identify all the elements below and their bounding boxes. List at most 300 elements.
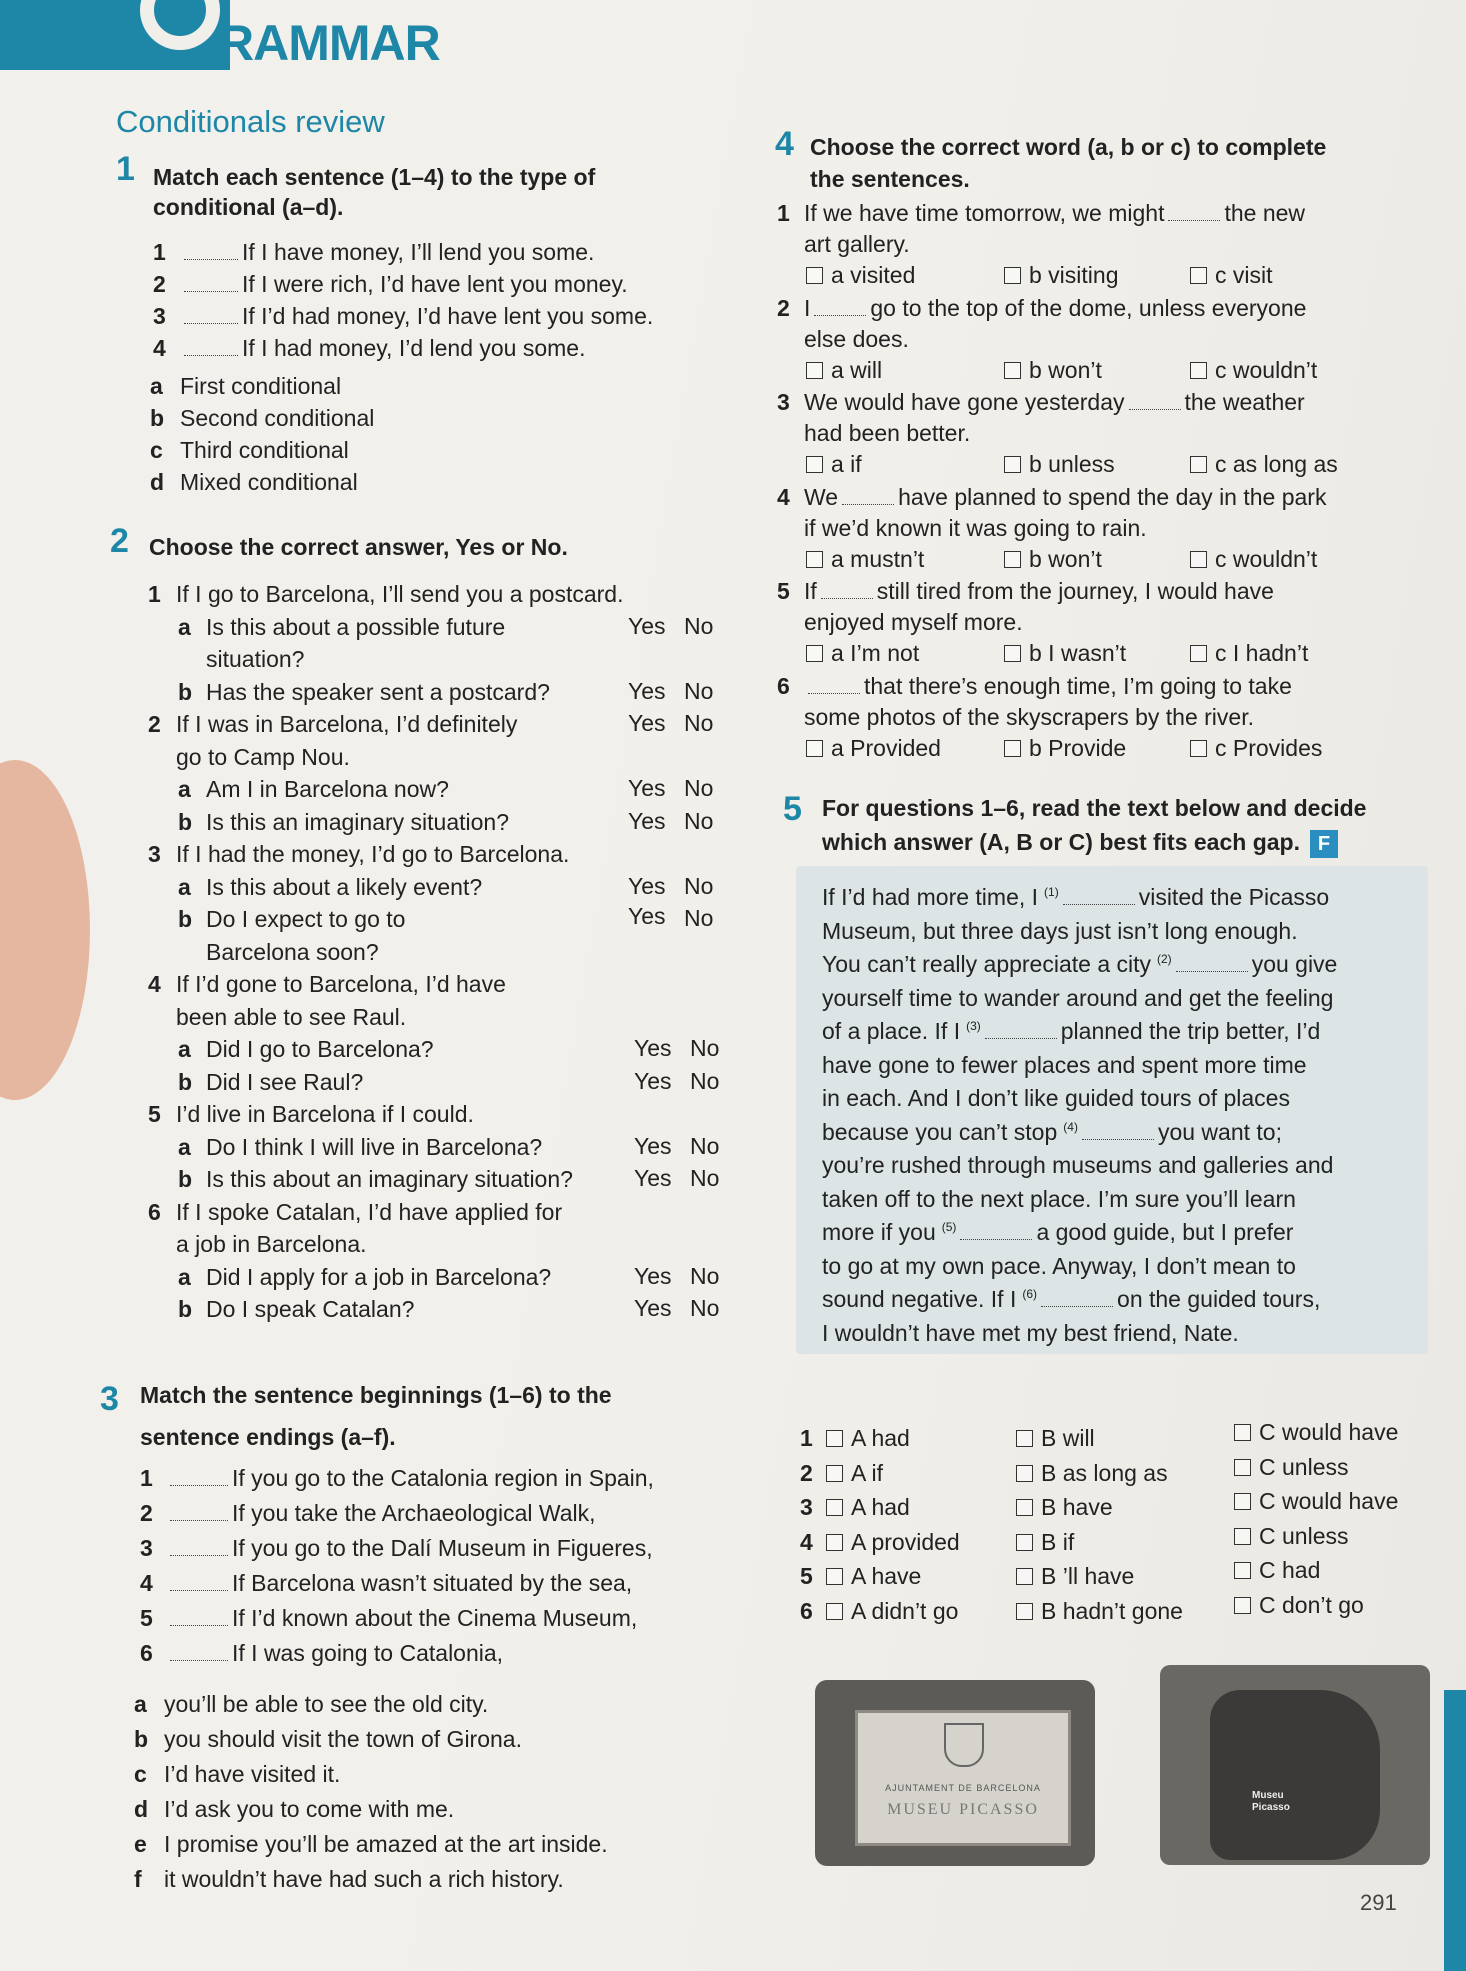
q5-option-text: A had [851, 1425, 910, 1451]
q2-line-text: Is this about a likely event? [206, 873, 483, 900]
q3-item [166, 1497, 596, 1529]
q5-text-pre: taken off to the next place. I’m sure you’ll learn [822, 1185, 1296, 1212]
q2-line-number: 4 [148, 971, 161, 997]
q2-line-number: b [178, 808, 193, 835]
q2-number: 2 [110, 522, 129, 560]
q2-line-text: Am I in Barcelona now? [206, 776, 449, 802]
yes-option: Yes [628, 872, 666, 899]
q5-option [826, 1560, 921, 1592]
q4-item [804, 386, 1305, 418]
q1-item-text: If I’d had money, I’d have lent you some. [242, 303, 654, 329]
checkbox-icon [1004, 267, 1021, 284]
q4-option-text: b Provide [1029, 734, 1127, 761]
q1-heading-2: conditional (a–d). [153, 194, 344, 220]
q3-item-number: 2 [140, 1500, 153, 1526]
q2-line-number: 6 [148, 1198, 161, 1225]
q5-text-pre: You can’t really appreciate a city [822, 951, 1152, 977]
q4-option [806, 543, 924, 575]
q4-option-text: a Provided [831, 734, 941, 761]
checkbox-icon [1190, 740, 1207, 757]
q2-line-text: been able to see Raul. [176, 1003, 407, 1030]
no-option: No [690, 1067, 720, 1094]
yes-option: Yes [634, 1165, 672, 1191]
q5-text-pre: have gone to fewer places and spent more time [822, 1051, 1307, 1078]
q2-line-text: If I’d gone to Barcelona, I’d have [176, 971, 506, 997]
yes-option: Yes [634, 1067, 672, 1094]
checkbox-icon [1004, 362, 1021, 379]
q2-line-number: a [178, 1036, 191, 1062]
q5-option-text: A provided [851, 1528, 960, 1555]
q4-item [804, 670, 1292, 702]
q2-line-text: Barcelona soon? [206, 938, 379, 965]
q2-line-number: a [178, 776, 191, 802]
q5-option-text: C had [1259, 1557, 1321, 1583]
checkbox-icon [806, 362, 823, 379]
q4-item-number: 3 [777, 389, 790, 415]
q5-gap-number: (4) [1063, 1119, 1078, 1134]
q5-text-pre: in each. And I don’t like guided tours of places [822, 1085, 1290, 1111]
checkbox-icon [826, 1568, 843, 1585]
q3-ending-letter: c [134, 1761, 147, 1787]
yes-option: Yes [628, 775, 666, 801]
q5-option-text: C would have [1259, 1419, 1399, 1445]
yes-option: Yes [634, 1035, 672, 1061]
q5-text-line [822, 1085, 1290, 1112]
q1-option-letter: b [150, 405, 165, 431]
answer-blank [170, 1624, 228, 1626]
q2-line-number: 3 [148, 841, 161, 867]
q3-item [166, 1637, 503, 1669]
no-option: No [684, 905, 714, 931]
yes-option: Yes [628, 807, 666, 834]
checkbox-icon [1004, 456, 1021, 473]
checkbox-icon [826, 1499, 843, 1516]
answer-blank [170, 1484, 228, 1486]
q2-line-number: 1 [148, 581, 161, 607]
q5-option [1016, 1491, 1113, 1523]
q4-option [806, 732, 941, 764]
q4-option-text: c wouldn’t [1215, 356, 1318, 383]
q4-item-pre: I [804, 294, 811, 321]
q5-answer-number: 5 [800, 1563, 813, 1589]
q4-item-post: have planned to spend the day in the park [898, 483, 1327, 510]
plaque-line-2: MUSEU PICASSO [887, 1801, 1039, 1818]
sign-b [1210, 1690, 1380, 1860]
checkbox-icon [826, 1603, 843, 1620]
q1-item-number: 3 [153, 303, 166, 329]
q4-option [1190, 259, 1273, 291]
q5-text-line [822, 884, 1329, 911]
q3-ending-letter: a [134, 1691, 147, 1717]
q3-ending-letter: b [134, 1726, 149, 1752]
q4-item-pre: We would have gone yesterday [804, 389, 1125, 415]
q2-line-text: situation? [206, 646, 305, 672]
plaque-line-1: AJUNTAMENT DE BARCELONA [885, 1783, 1041, 1793]
q5-option-text: B hadn’t gone [1041, 1597, 1183, 1624]
no-option: No [684, 807, 714, 834]
q5-text-pre: because you can’t stop [822, 1118, 1058, 1145]
checkbox-icon [806, 551, 823, 568]
q2-line-number: a [178, 613, 191, 640]
q3-item-text: If I was going to Catalonia, [232, 1640, 504, 1666]
q5-answer-number: 6 [800, 1597, 813, 1624]
q4-item-pre: If [804, 578, 817, 604]
q4-item-cont: had been better. [804, 420, 971, 446]
q4-option-text: b I wasn’t [1029, 640, 1127, 666]
q4-option [806, 259, 915, 291]
q5-option-text: C don’t go [1259, 1591, 1364, 1618]
q5-option [826, 1526, 960, 1558]
no-option: No [690, 1035, 720, 1061]
q5-text-line [822, 951, 1337, 978]
q5-text-pre: you’re rushed through museums and galleries and [822, 1152, 1334, 1178]
sign-line-2: Picasso [1252, 1802, 1290, 1813]
q4-option [806, 637, 919, 669]
q5-text-line [822, 1018, 1320, 1045]
q4-option-text: a if [831, 451, 862, 477]
q2-line-number: a [178, 873, 191, 900]
q5-text-line [822, 1286, 1320, 1313]
q5-option-text: A had [851, 1494, 910, 1520]
q5-text-post: on the guided tours, [1117, 1286, 1321, 1312]
checkbox-icon [1016, 1603, 1033, 1620]
checkbox-icon [826, 1534, 843, 1551]
yes-option: Yes [628, 903, 666, 929]
q5-text-pre: Museum, but three days just isn’t long enough. [822, 917, 1298, 944]
q4-option-text: c visit [1215, 262, 1273, 288]
q3-item [166, 1532, 653, 1564]
q3-item-number: 6 [140, 1640, 153, 1666]
q1-number: 1 [116, 150, 135, 188]
q1-item-number: 2 [153, 271, 166, 297]
q4-item-cont: enjoyed myself more. [804, 609, 1023, 635]
q4-number: 4 [775, 125, 794, 163]
checkbox-icon [1004, 645, 1021, 662]
q2-line-number: a [178, 1133, 191, 1160]
checkbox-icon [1004, 740, 1021, 757]
q5-answer-number: 2 [800, 1459, 813, 1486]
q2-line-text: Is this an imaginary situation? [206, 808, 509, 835]
q4-option [1190, 732, 1322, 764]
q3-item-text: If you go to the Catalonia region in Spain, [232, 1465, 654, 1491]
q1-option-letter: d [150, 469, 165, 495]
q4-item-number: 2 [777, 294, 790, 321]
q5-text-line [822, 1119, 1282, 1146]
q4-option-text: a I’m not [831, 640, 920, 666]
q1-item-text: If I had money, I’d lend you some. [242, 335, 586, 361]
q3-item-number: 1 [140, 1465, 153, 1491]
q4-item-number: 1 [777, 200, 790, 226]
yes-option: Yes [634, 1262, 672, 1289]
no-option: No [684, 872, 714, 899]
q4-option-text: a visited [831, 262, 916, 288]
q4-item-post: the weather [1184, 389, 1305, 415]
q3-ending-letter: f [134, 1866, 142, 1892]
checkbox-icon [1234, 1493, 1251, 1510]
q5-text-pre: yourself time to wander around and get the feeling [822, 984, 1334, 1011]
q5-text-pre: to go at my own pace. Anyway, I don’t mean to [822, 1252, 1296, 1279]
q2-line-text: If I was in Barcelona, I’d definitely [176, 711, 518, 737]
q4-item [804, 481, 1326, 513]
q2-line-text: If I go to Barcelona, I’ll send you a postcard. [176, 581, 624, 607]
checkbox-icon [1234, 1562, 1251, 1579]
no-option: No [690, 1295, 720, 1321]
edge-strip [1444, 1690, 1466, 1971]
q1-item [180, 300, 653, 332]
q4-item-number: 5 [777, 578, 790, 604]
checkbox-icon [826, 1465, 843, 1482]
q4-option-text: b won’t [1029, 356, 1102, 383]
q4-item-post: that there’s enough time, I’m going to take [864, 672, 1292, 699]
q4-item-post: the new [1224, 200, 1306, 226]
checkbox-icon [1190, 551, 1207, 568]
q4-item-number: 6 [777, 672, 790, 699]
checkbox-icon [1234, 1424, 1251, 1441]
q5-heading-1: For questions 1–6, read the text below and decide [822, 795, 1367, 821]
q3-ending: you should visit the town of Girona. [164, 1726, 522, 1752]
answer-blank [184, 354, 238, 356]
q5-option-text: B ’ll have [1041, 1563, 1135, 1589]
answer-blank [808, 692, 860, 694]
q5-option-text: B as long as [1041, 1459, 1168, 1486]
checkbox-icon [1190, 456, 1207, 473]
yes-option: Yes [634, 1132, 672, 1159]
checkbox-icon [1016, 1430, 1033, 1447]
q5-text-line [822, 1052, 1307, 1079]
checkbox-icon [806, 267, 823, 284]
plaque [855, 1710, 1071, 1846]
yes-option: Yes [628, 612, 666, 639]
q4-option [1004, 354, 1102, 386]
q2-line-number: b [178, 678, 193, 705]
no-option: No [690, 1132, 720, 1159]
q1-option: Third conditional [180, 437, 349, 463]
checkbox-icon [1190, 362, 1207, 379]
q3-ending-letter: e [134, 1831, 147, 1857]
q5-option [1234, 1554, 1320, 1586]
q5-option-text: C unless [1259, 1522, 1349, 1549]
q5-text-line [822, 1152, 1333, 1179]
q2-line-text: Do I think I will live in Barcelona? [206, 1133, 543, 1160]
q1-item-text: If I were rich, I’d have lent you money. [242, 271, 628, 297]
checkbox-icon [806, 645, 823, 662]
q3-heading-1: Match the sentence beginnings (1–6) to the [140, 1382, 612, 1408]
q2-line-text: Did I go to Barcelona? [206, 1036, 434, 1062]
answer-blank [1129, 408, 1181, 410]
q5-option [1016, 1595, 1183, 1627]
finger [0, 760, 90, 1100]
q1-option: Mixed conditional [180, 469, 358, 495]
q3-item-text: If Barcelona wasn’t situated by the sea, [232, 1570, 633, 1596]
q4-item [804, 197, 1305, 229]
answer-blank [1176, 970, 1248, 972]
checkbox-icon [1190, 267, 1207, 284]
q2-line-text: Is this about a possible future [206, 613, 506, 640]
q5-option [1016, 1422, 1095, 1454]
q5-number: 5 [783, 790, 802, 828]
q5-option [826, 1422, 910, 1454]
answer-blank [960, 1238, 1032, 1240]
checkbox-icon [1016, 1499, 1033, 1516]
q5-text-post: visited the Picasso [1138, 884, 1330, 910]
q5-text-line [822, 1219, 1293, 1246]
page-title: RAMMAR [218, 15, 440, 71]
q5-option [1016, 1457, 1168, 1489]
q4-item-cont: if we’d known it was going to rain. [804, 514, 1147, 541]
no-option: No [690, 1262, 720, 1289]
yes-option: Yes [634, 1295, 672, 1321]
checkbox-icon [1004, 551, 1021, 568]
no-option: No [684, 775, 714, 801]
q1-option-letter: c [150, 437, 163, 463]
no-option: No [684, 612, 714, 639]
q4-option-text: c wouldn’t [1215, 545, 1318, 572]
q3-item-text: If you go to the Dalí Museum in Figueres, [232, 1535, 653, 1561]
q3-item [166, 1602, 637, 1634]
q1-item [180, 332, 585, 364]
q3-item-number: 3 [140, 1535, 153, 1561]
q5-text-post: planned the trip better, I’d [1060, 1018, 1321, 1044]
q4-option [1190, 637, 1308, 669]
checkbox-icon [1016, 1534, 1033, 1551]
q5-text-line [822, 985, 1333, 1012]
answer-blank [184, 290, 238, 292]
q1-item [180, 236, 594, 268]
q3-ending: it wouldn’t have had such a rich history. [164, 1866, 564, 1892]
q3-ending: I’d ask you to come with me. [164, 1796, 455, 1822]
answer-blank [1082, 1138, 1154, 1140]
q5-option-text: C would have [1259, 1488, 1399, 1514]
q4-option [1004, 732, 1126, 764]
q3-ending: I’d have visited it. [164, 1761, 341, 1787]
q4-item [804, 575, 1274, 607]
q4-option [1190, 354, 1317, 386]
q5-option [826, 1457, 883, 1489]
q4-option [1190, 543, 1317, 575]
q4-item [804, 292, 1306, 324]
q5-text-post: you give [1251, 951, 1338, 977]
answer-blank [1168, 219, 1220, 221]
answer-blank [184, 322, 238, 324]
q3-ending: you’ll be able to see the old city. [164, 1691, 489, 1717]
answer-blank [1063, 903, 1135, 905]
q5-option-text: B if [1041, 1528, 1075, 1555]
q5-option [1016, 1560, 1134, 1592]
q5-option [1234, 1416, 1398, 1448]
checkbox-icon [806, 740, 823, 757]
q2-line-text: Do I expect to go to [206, 906, 406, 932]
q5-option [1234, 1451, 1348, 1483]
q2-line-text: Do I speak Catalan? [206, 1296, 415, 1322]
q4-option-text: c Provides [1215, 734, 1323, 761]
answer-blank [821, 597, 873, 599]
q4-item-cont: else does. [804, 325, 909, 352]
q5-answer-number: 3 [800, 1494, 813, 1520]
checkbox-icon [1234, 1459, 1251, 1476]
q5-text-line [822, 918, 1298, 945]
q2-line-number: b [178, 1166, 193, 1192]
q2-line-number: b [178, 1296, 193, 1322]
q2-line-text: Is this about an imaginary situation? [206, 1166, 573, 1192]
q1-option-letter: a [150, 373, 163, 399]
q4-option [1004, 448, 1115, 480]
q4-item-post: still tired from the journey, I would have [876, 578, 1274, 604]
coat-of-arms-icon [944, 1723, 984, 1767]
answer-blank [170, 1589, 228, 1591]
q4-option-text: a mustn’t [831, 545, 925, 572]
q5-heading-2: which answer (A, B or C) best fits each gap. F [822, 825, 1338, 859]
q4-item-cont: art gallery. [804, 231, 910, 257]
yes-option: Yes [628, 710, 666, 736]
q1-option: Second conditional [180, 405, 375, 431]
section-title: Conditionals review [116, 104, 385, 139]
q2-line-text: go to Camp Nou. [176, 743, 350, 770]
yes-option: Yes [628, 677, 666, 704]
q4-item-pre: If we have time tomorrow, we might [804, 200, 1165, 226]
q5-option [1234, 1485, 1398, 1517]
checkbox-icon [1234, 1597, 1251, 1614]
q4-item-pre: We [804, 483, 839, 510]
q2-heading: Choose the correct answer, Yes or No. [149, 534, 568, 560]
q5-option-text: B will [1041, 1425, 1095, 1451]
q5-text-line [822, 1253, 1296, 1280]
q5-option-text: C unless [1259, 1453, 1349, 1480]
exam-badge: F [1310, 830, 1338, 858]
answer-blank [1041, 1305, 1113, 1307]
q3-heading-2: sentence endings (a–f). [140, 1424, 396, 1450]
q3-item [166, 1567, 632, 1599]
q4-option-text: a will [831, 356, 883, 383]
q4-option-text: b won’t [1029, 545, 1102, 572]
q1-heading-1: Match each sentence (1–4) to the type of [153, 164, 596, 190]
answer-blank [170, 1519, 228, 1521]
q5-text-post: a good guide, but I prefer [1036, 1219, 1294, 1245]
answer-blank [170, 1659, 228, 1661]
q4-option [806, 448, 862, 480]
checkbox-icon [806, 456, 823, 473]
q5-option-text: A have [851, 1563, 922, 1589]
q5-text-line [822, 1186, 1296, 1213]
q5-answer-number: 4 [800, 1528, 813, 1555]
q3-ending: I promise you’ll be amazed at the art inside. [164, 1831, 608, 1857]
q3-item-number: 5 [140, 1605, 153, 1631]
no-option: No [690, 1165, 720, 1191]
checkbox-icon [1016, 1568, 1033, 1585]
q3-ending-letter: d [134, 1796, 149, 1822]
q5-gap-number: (5) [941, 1220, 957, 1235]
q5-option-text: A if [851, 1459, 883, 1486]
q2-line-number: b [178, 906, 193, 932]
q2-line-text: I’d live in Barcelona if I could. [176, 1101, 474, 1127]
q5-text-line [822, 1320, 1239, 1347]
q5-text-pre: If I’d had more time, I [822, 884, 1039, 910]
q3-number: 3 [100, 1380, 119, 1418]
q5-text-post: you want to; [1157, 1118, 1282, 1145]
q3-item-number: 4 [140, 1570, 153, 1596]
q1-item-number: 4 [153, 335, 166, 361]
q2-line-number: 5 [148, 1101, 161, 1127]
q4-item-cont: some photos of the skyscrapers by the river. [804, 703, 1254, 730]
q2-line-text: If I had the money, I’d go to Barcelona. [176, 841, 570, 867]
q2-line-number: 2 [148, 711, 161, 737]
q5-text-pre: I wouldn’t have met my best friend, Nate. [822, 1319, 1239, 1346]
answer-blank [985, 1037, 1057, 1039]
answer-blank [170, 1554, 228, 1556]
q2-line-number: b [178, 1068, 193, 1095]
q4-heading-2: the sentences. [810, 166, 970, 192]
q5-option [1234, 1520, 1348, 1552]
q4-item-post: go to the top of the dome, unless everyone [870, 294, 1307, 321]
